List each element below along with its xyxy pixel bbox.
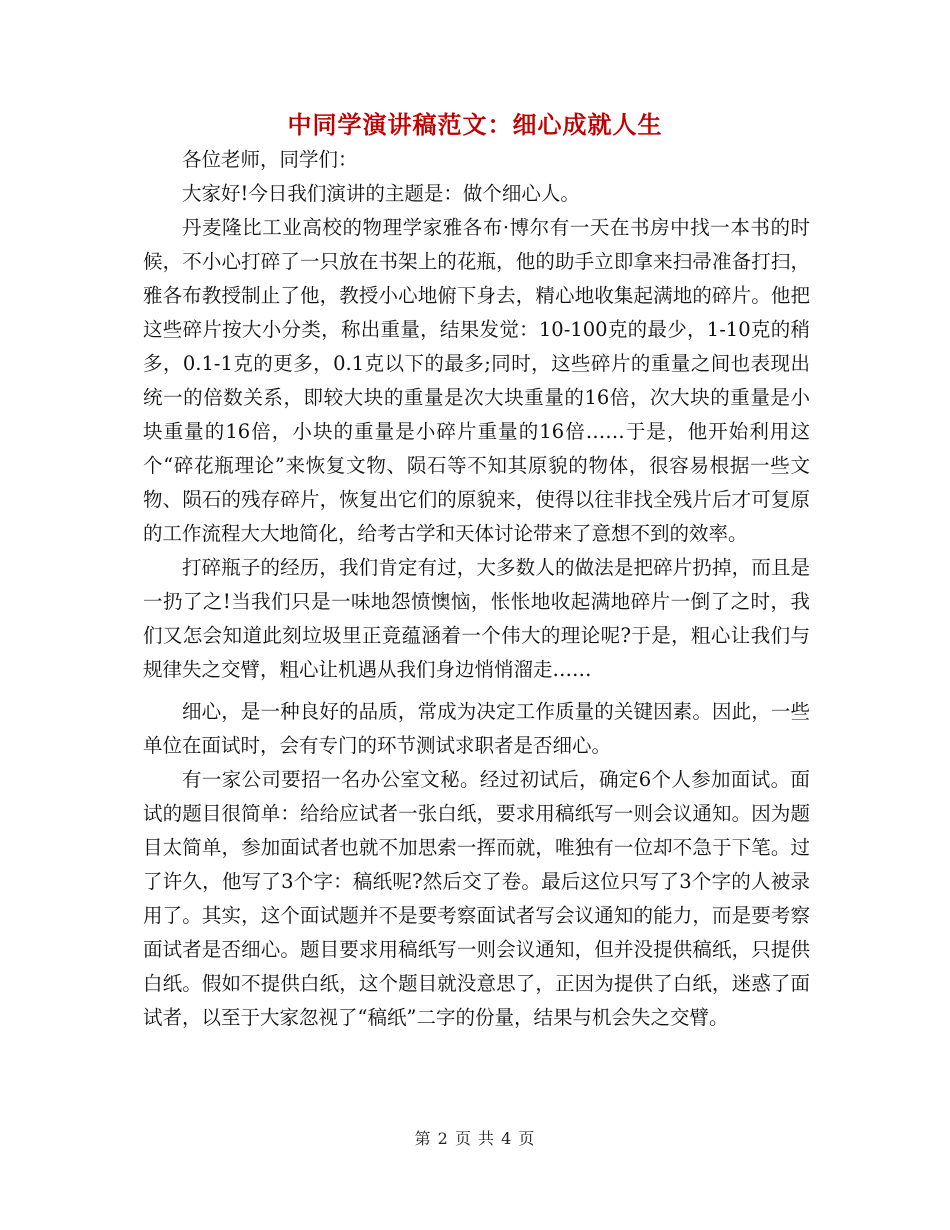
document-title: 中同学演讲稿范文：细心成就人生 <box>287 110 663 139</box>
document-body <box>143 143 810 1035</box>
meticulousness-paragraph: 细心，是一种良好的品质，常成为决定工作质量的关键因素。因此，一些单位在面试时，会有专门的环节测试求职者是否细心。 <box>143 700 810 757</box>
page-number: 第 2 页 共 4 页 <box>414 1129 536 1148</box>
reflection-paragraph: 打碎瓶子的经历，我们肯定有过，大多数人的做法是把碎片扔掉，而且是一扔了之!当我们只是一味地怨愤懊恼，怅怅地收起满地碎片一倒了之时，我们又怎会知道此刻垃圾里正竟蕴涵着一个伟大的理论呢?于是，粗心让我们与规律失之交臂，粗心让机遇从我们身边悄悄溜走…… <box>143 556 810 681</box>
greeting-paragraph: 各位老师，同学们： <box>182 148 358 171</box>
intro-paragraph: 大家好!今日我们演讲的主题是：做个细心人。 <box>182 182 580 205</box>
story-paragraph: 丹麦隆比工业高校的物理学家雅各布·博尔有一天在书房中找一本书的时候，不小心打碎了一只放在书架上的花瓶，他的助手立即拿来扫帚准备打扫，雅各布教授制止了他，教授小心地俯下身去，精心地收集起满地的碎片。他把这些碎片按大小分类，称出重量，结果发觉：10-100克的最少，1-10克的稍多，0.1-1克的更多，0.1克以下的最多;同时，这些碎片的重量之间也表现出统一的倍数关系，即较大块的重量是次大块重量的16倍，次大块的重量是小块重量的16倍，小块的重量是小碎片重量的16倍……于是，他开始利用这个“碎花瓶理论”来恢复文物、陨石等不知其原貌的物体，很容易根据一些文物、陨石的残存碎片，恢复出它们的原貌来，使得以往非找全残片后才可复原的工作流程大大地简化，给考古学和天体讨论带来了意想不到的效率。 <box>143 216 810 545</box>
interview-paragraph: 有一家公司要招一名办公室文秘。经过初试后，确定6个人参加面试。面试的题目很简单：给给应试者一张白纸，要求用稿纸写一则会议通知。因为题目太简单，参加面试者也就不加思索一挥而就，唯独有一位却不急于下笔。过了许久，他写了3个字：稿纸呢?然后交了卷。最后这位只写了3个字的人被录用了。其实，这个面试题并不是要考察面试者写会议通知的能力，而是要考察面试者是否细心。题目要求用稿纸写一则会议通知，但并没提供稿纸，只提供白纸。假如不提供白纸，这个题目就没意思了，正因为提供了白纸，迷惑了面试者，以至于大家忽视了“稿纸”二字的份量，结果与机会失之交臂。 <box>143 768 810 1029</box>
